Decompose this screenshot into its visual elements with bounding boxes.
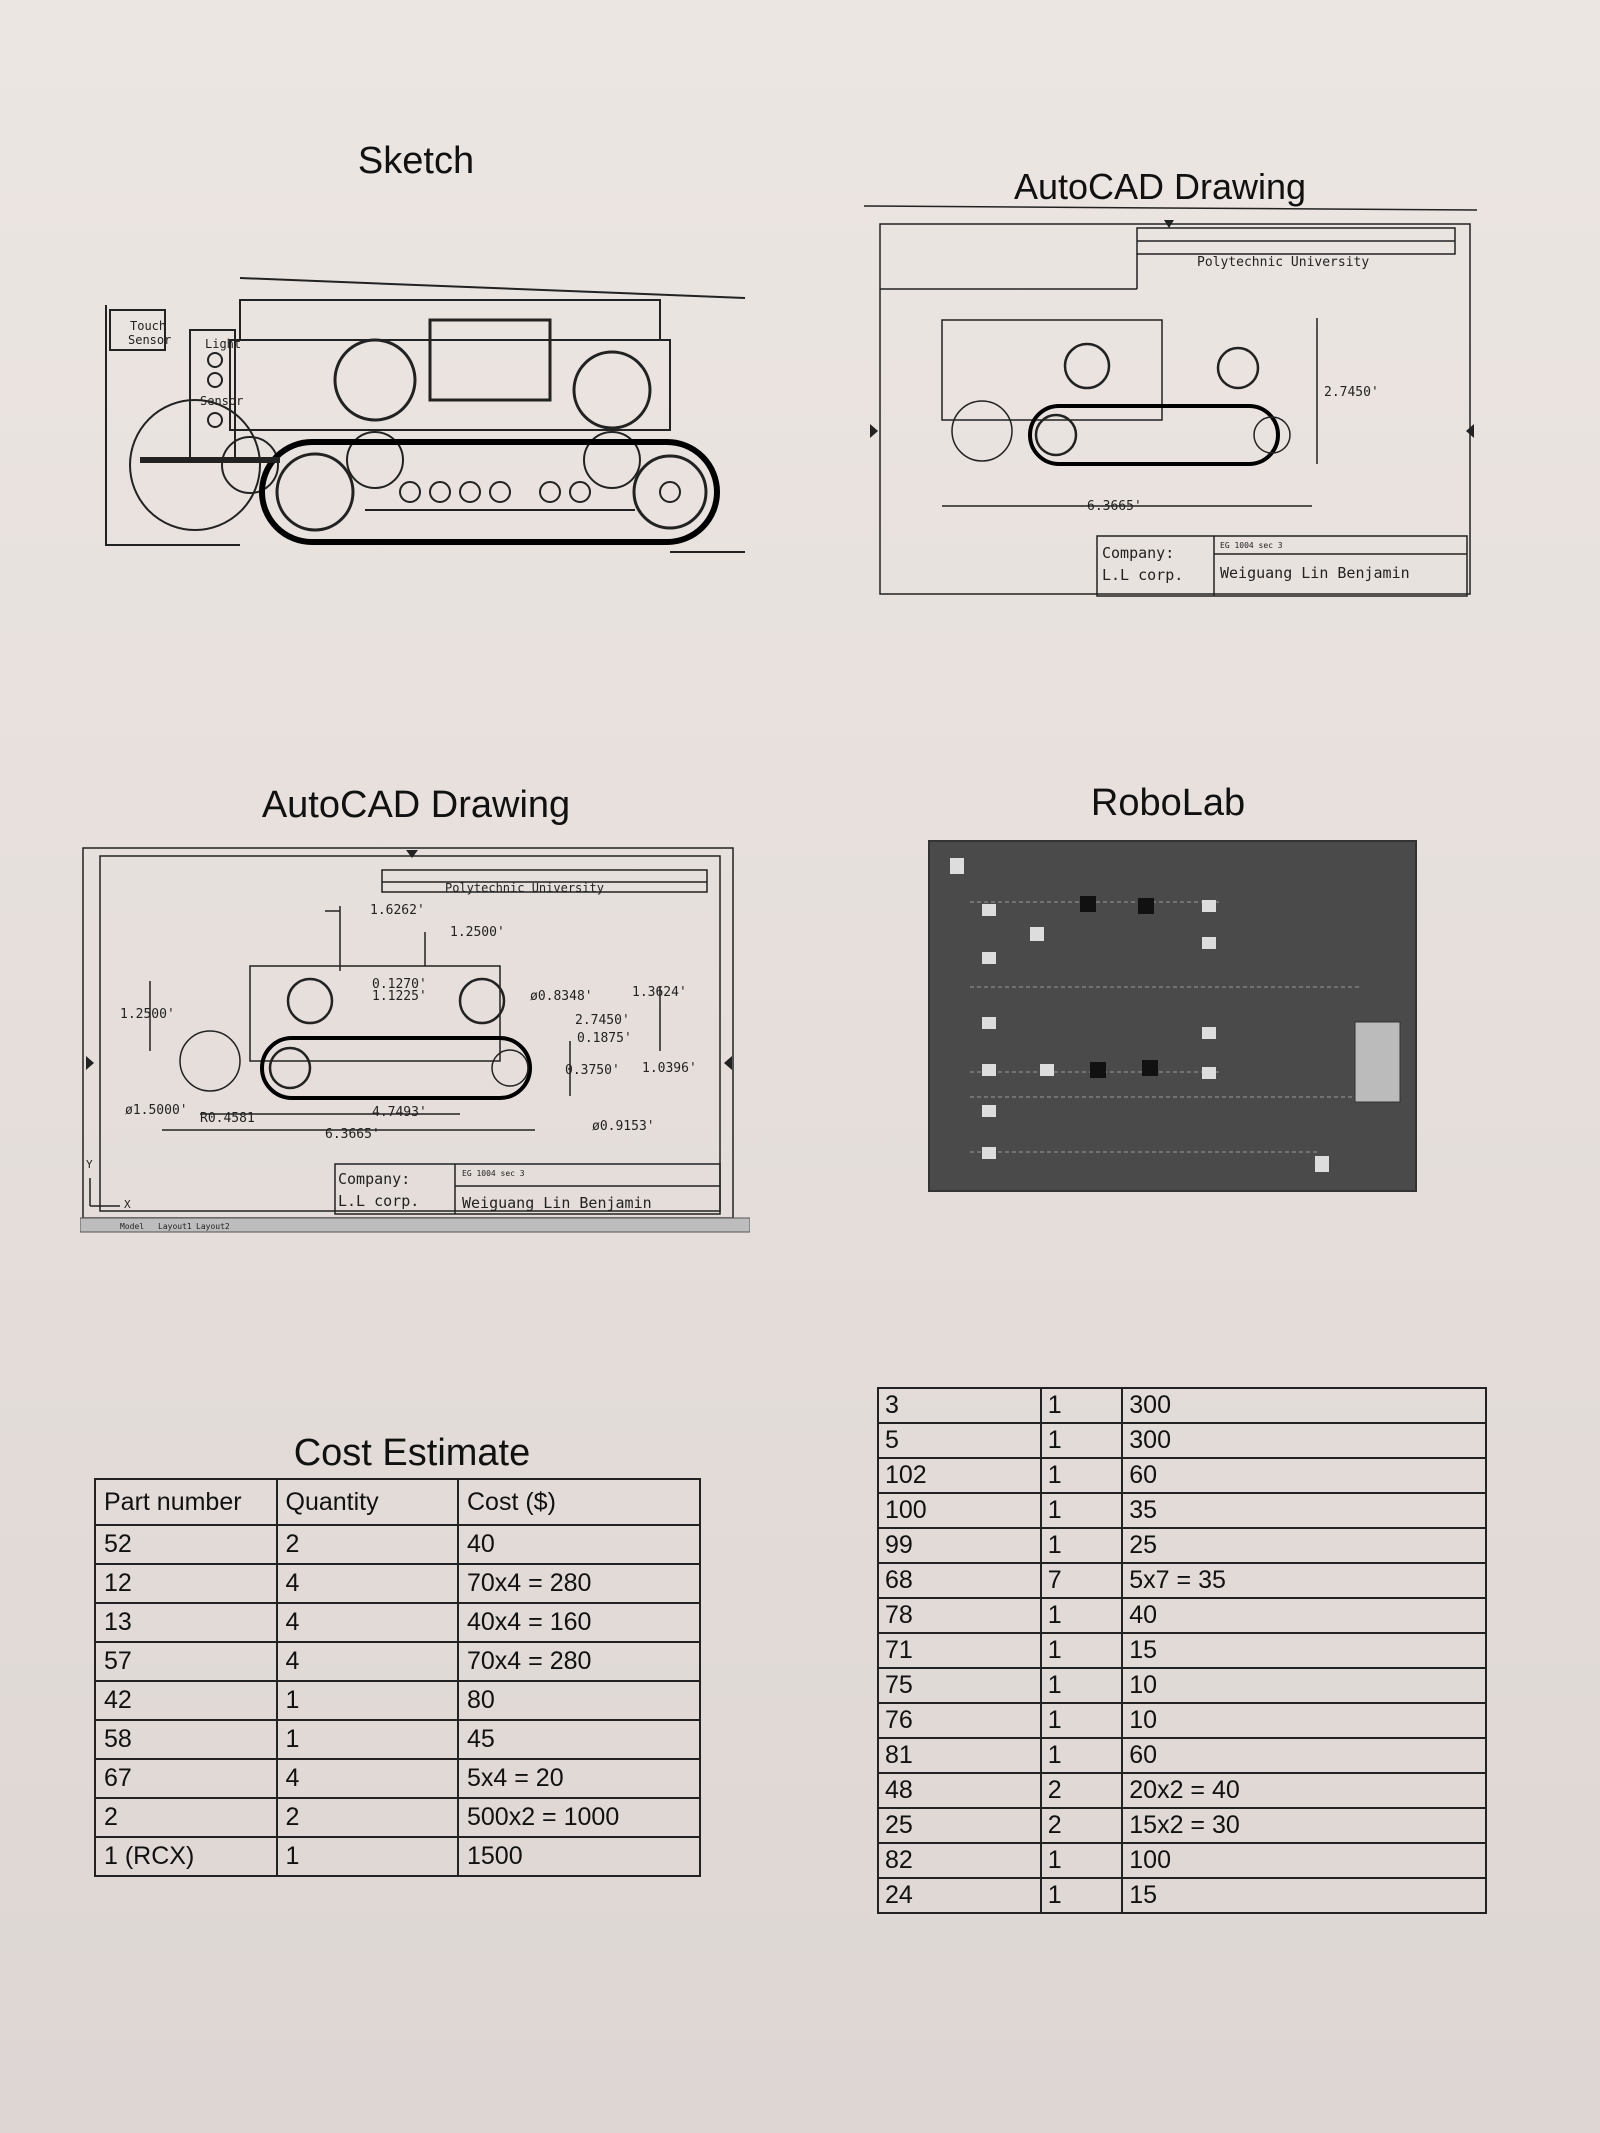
table-cell: 4: [277, 1759, 459, 1798]
table-cell: 12: [95, 1564, 277, 1603]
table-cell: 15x2 = 30: [1122, 1808, 1486, 1843]
table-cell: 500x2 = 1000: [458, 1798, 700, 1837]
table-cell: 75: [878, 1668, 1041, 1703]
dim-1: 1.6262': [370, 903, 425, 918]
table-cell: 60: [1122, 1738, 1486, 1773]
table-cell: 2: [277, 1525, 459, 1564]
robolab-program-diagram: [930, 842, 1415, 1190]
bottom-course-label: EG 1004 sec 3: [462, 1169, 525, 1178]
table-cell: 80: [458, 1681, 700, 1720]
table-row: [878, 1703, 1486, 1738]
robolab-title: RoboLab: [1090, 782, 1246, 824]
table-cell: 5: [878, 1423, 1041, 1458]
axis-x-label: X: [124, 1198, 131, 1211]
table-cell: 99: [878, 1528, 1041, 1563]
table-cell: 40: [1122, 1598, 1486, 1633]
table-cell: 1: [1041, 1878, 1123, 1913]
table-cell: 5x7 = 35: [1122, 1563, 1486, 1598]
tab-model[interactable]: Model: [120, 1222, 145, 1231]
dim-5: ø0.8348': [530, 989, 593, 1004]
table-cell: 1500: [458, 1837, 700, 1876]
top-authors-label: Weiguang Lin Benjamin: [1220, 564, 1410, 582]
axis-y-label: Y: [86, 1158, 93, 1171]
table-cell: 81: [878, 1738, 1041, 1773]
table-cell: 68: [878, 1563, 1041, 1598]
table-cell: 1: [277, 1720, 459, 1759]
tab-layout2[interactable]: Layout2: [196, 1222, 230, 1231]
table-row: [878, 1598, 1486, 1633]
table-cell: 42: [95, 1681, 277, 1720]
dim-2: 1.2500': [450, 925, 505, 940]
top-course-label: EG 1004 sec 3: [1220, 541, 1283, 550]
dim-9: 1.2500': [120, 1007, 175, 1022]
table-cell: 2: [277, 1798, 459, 1837]
table-cell: 40: [458, 1525, 700, 1564]
table-row: [878, 1668, 1486, 1703]
table-cell: 2: [1041, 1808, 1123, 1843]
table-cell: 45: [458, 1720, 700, 1759]
autocad-top-drawing: [862, 196, 1482, 606]
dim-16: ø0.9153': [592, 1119, 655, 1134]
table-row: [878, 1808, 1486, 1843]
column-header: Cost ($): [458, 1479, 700, 1525]
dim-6: 1.3624': [632, 985, 687, 1000]
touch-label: Touch: [130, 319, 167, 333]
sensor-label-2: Sensor: [200, 394, 244, 408]
table-row: [878, 1878, 1486, 1913]
dim-3: 0.1270': [372, 977, 427, 992]
dim-4: 1.1225': [372, 989, 427, 1004]
table-cell: 25: [878, 1808, 1041, 1843]
autocad-bottom-drawing: [80, 846, 750, 1236]
table-cell: 100: [878, 1493, 1041, 1528]
tab-layout1[interactable]: Layout1: [158, 1222, 192, 1231]
table-cell: 10: [1122, 1668, 1486, 1703]
table-row: [878, 1388, 1486, 1423]
table-row: [878, 1843, 1486, 1878]
top-width-dim: 6.3665': [1087, 499, 1142, 514]
table-cell: 78: [878, 1598, 1041, 1633]
table-cell: 67: [95, 1759, 277, 1798]
dim-13: R0.4581: [200, 1111, 255, 1126]
table-cell: 13: [95, 1603, 277, 1642]
light-label: Light: [205, 337, 242, 351]
dim-11: 1.0396': [642, 1061, 697, 1076]
cost-estimate-title: Cost Estimate: [293, 1432, 531, 1474]
table-cell: 1: [1041, 1458, 1123, 1493]
table-row: [95, 1837, 700, 1876]
table-cell: 82: [878, 1843, 1041, 1878]
column-header: Quantity: [277, 1479, 459, 1525]
top-university-label: Polytechnic University: [1197, 255, 1370, 270]
table-cell: 1: [277, 1837, 459, 1876]
table-cell: 100: [1122, 1843, 1486, 1878]
table-cell: 7: [1041, 1563, 1123, 1598]
table-cell: 15: [1122, 1878, 1486, 1913]
table-cell: 102: [878, 1458, 1041, 1493]
table-cell: 1: [1041, 1388, 1123, 1423]
table-header-row: [95, 1479, 700, 1525]
bottom-company-name: L.L corp.: [338, 1192, 420, 1210]
table-cell: 1: [1041, 1598, 1123, 1633]
table-row: [878, 1493, 1486, 1528]
dim-12: ø1.5000': [125, 1103, 188, 1118]
table-cell: 2: [1041, 1773, 1123, 1808]
table-cell: 1: [1041, 1738, 1123, 1773]
table-cell: 4: [277, 1603, 459, 1642]
table-cell: 76: [878, 1703, 1041, 1738]
robolab-screenshot: [928, 840, 1417, 1192]
top-company-label: Company:: [1102, 544, 1175, 562]
table-cell: 58: [95, 1720, 277, 1759]
table-cell: 52: [95, 1525, 277, 1564]
table-cell: 1: [1041, 1423, 1123, 1458]
table-row: [95, 1525, 700, 1564]
table-cell: 40x4 = 160: [458, 1603, 700, 1642]
table-row: [878, 1458, 1486, 1493]
table-cell: 1: [277, 1681, 459, 1720]
dim-10: 0.3750': [565, 1063, 620, 1078]
table-cell: 24: [878, 1878, 1041, 1913]
table-row: [95, 1564, 700, 1603]
table-cell: 35: [1122, 1493, 1486, 1528]
table-cell: 71: [878, 1633, 1041, 1668]
cost-estimate-table-continued: [877, 1387, 1487, 1914]
bottom-authors-label: Weiguang Lin Benjamin: [462, 1194, 652, 1212]
table-row: [95, 1642, 700, 1681]
table-cell: 1: [1041, 1843, 1123, 1878]
dim-8: 0.1875': [577, 1031, 632, 1046]
top-height-dim: 2.7450': [1324, 385, 1379, 400]
bottom-university-label: Polytechnic University: [445, 881, 604, 895]
table-row: [878, 1528, 1486, 1563]
table-row: [95, 1603, 700, 1642]
table-cell: 20x2 = 40: [1122, 1773, 1486, 1808]
table-cell: 1: [1041, 1668, 1123, 1703]
sketch-title: Sketch: [357, 140, 475, 182]
table-cell: 4: [277, 1564, 459, 1603]
dim-7: 2.7450': [575, 1013, 630, 1028]
table-row: [878, 1423, 1486, 1458]
table-row: [878, 1563, 1486, 1598]
table-cell: 1: [1041, 1633, 1123, 1668]
table-cell: 60: [1122, 1458, 1486, 1493]
table-row: [878, 1633, 1486, 1668]
table-cell: 5x4 = 20: [458, 1759, 700, 1798]
table-cell: 15: [1122, 1633, 1486, 1668]
dim-14: 4.7493': [372, 1105, 427, 1120]
table-cell: 48: [878, 1773, 1041, 1808]
table-cell: 1: [1041, 1528, 1123, 1563]
autocad-top-title: AutoCAD Drawing: [1013, 166, 1307, 207]
table-cell: 4: [277, 1642, 459, 1681]
table-cell: 1: [1041, 1703, 1123, 1738]
table-row: [95, 1720, 700, 1759]
table-row: [878, 1738, 1486, 1773]
table-cell: 57: [95, 1642, 277, 1681]
table-row: [95, 1798, 700, 1837]
autocad-bottom-title: AutoCAD Drawing: [261, 784, 571, 826]
top-company-name: L.L corp.: [1102, 566, 1184, 584]
table-cell: 25: [1122, 1528, 1486, 1563]
table-cell: 2: [95, 1798, 277, 1837]
sensor-label-1: Sensor: [128, 333, 172, 347]
dim-15: 6.3665': [325, 1127, 380, 1142]
table-row: [95, 1681, 700, 1720]
table-cell: 1 (RCX): [95, 1837, 277, 1876]
table-cell: 1: [1041, 1493, 1123, 1528]
table-cell: 300: [1122, 1423, 1486, 1458]
table-cell: 3: [878, 1388, 1041, 1423]
sketch-drawing: [100, 270, 750, 560]
table-cell: 70x4 = 280: [458, 1642, 700, 1681]
column-header: Part number: [95, 1479, 277, 1525]
cost-estimate-table: [94, 1478, 701, 1877]
table-cell: 300: [1122, 1388, 1486, 1423]
table-row: [878, 1773, 1486, 1808]
table-row: [95, 1759, 700, 1798]
bottom-company-label: Company:: [338, 1170, 411, 1188]
table-cell: 70x4 = 280: [458, 1564, 700, 1603]
table-cell: 10: [1122, 1703, 1486, 1738]
